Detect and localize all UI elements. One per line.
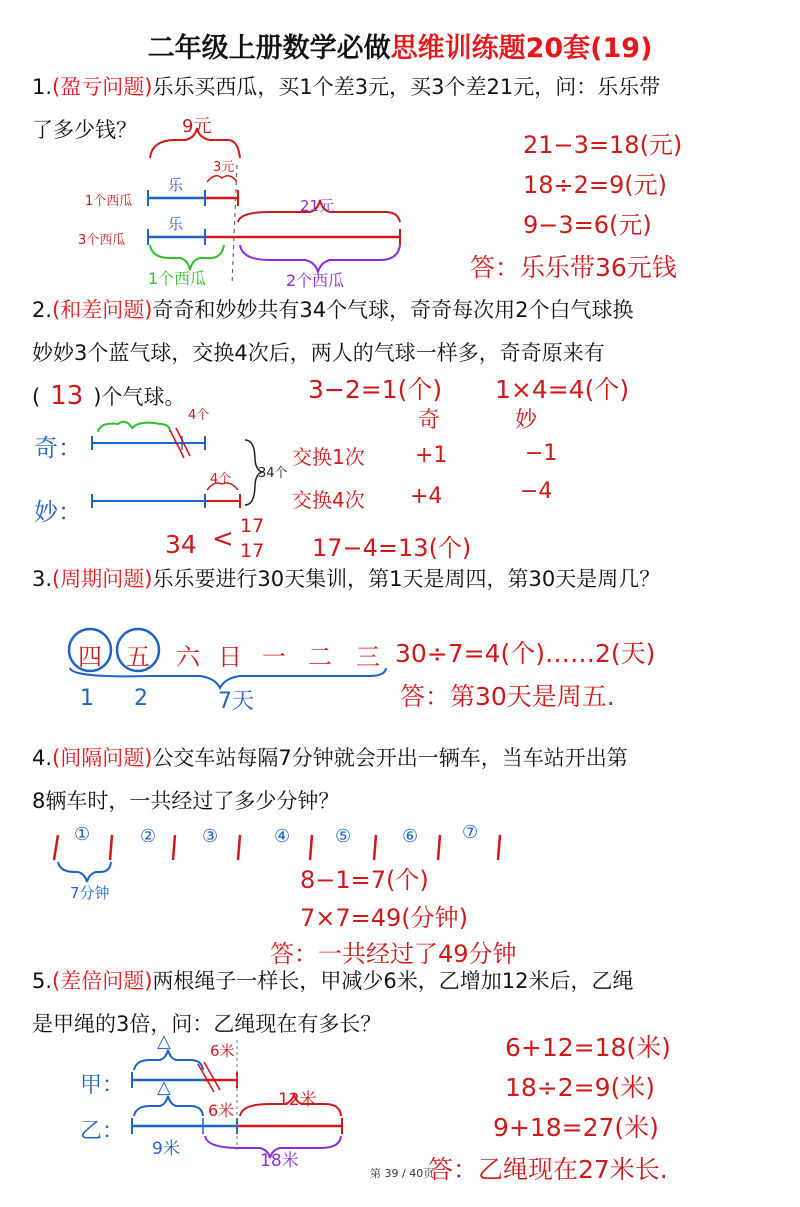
q2-label-4b: 4个 [210,472,232,487]
q2-work-m1: −1 [525,441,558,466]
q2-work-qi: 奇 [418,408,441,433]
q4-answer: 答：一共经过了49分钟 [270,940,517,968]
q3-num-1: 1 [80,686,94,711]
q5-label-jia: 甲： [80,1073,125,1098]
q3-day-6: 二 [308,643,332,671]
q3-num-2: 2 [134,686,148,711]
q5-label-yi: 乙： [80,1119,125,1144]
q5-answer: 答：乙绳现在27米长. [428,1155,668,1184]
q1-label-3yuan: 3元 [213,160,235,175]
q1-label-le1: 乐 [168,176,184,194]
q4-interval: 7分钟 [70,884,110,902]
q1-line2: 了多少钱？ [32,118,137,142]
q4-circle-1: ① [74,824,91,845]
title-black: 二年级上册数学必做 [147,33,391,64]
q2-work-ex4: 交换4次 [292,488,365,512]
q2-label-4a: 4个 [188,408,210,423]
q3-work: 30÷7=4(个)……2(天) [395,639,656,668]
q5-label-6b: 6米 [208,1101,235,1120]
q2-work-17a: 17 [240,515,265,537]
q4-work-2: 7×7=49(分钟) [300,904,469,932]
q2-line1: 2.(和差问题)奇奇和妙妙共有34个气球，奇奇每次用2个白气球换 [32,298,634,322]
q2-blank-answer: 13 [50,381,84,411]
q3-type: (周期问题) [52,567,153,591]
q1-label-le2: 乐 [168,215,184,233]
q2-label-34: 34个 [258,466,288,481]
q1-label-3melon: 3个西瓜 [78,233,126,248]
q3-day-2: 五 [126,643,150,671]
q1-label-21yuan: 21元 [300,197,335,215]
q5-label-18: 18米 [260,1151,299,1171]
q3-num-7: 7天 [218,689,254,714]
q1-line1: 1.(盈亏问题)乐乐买西瓜，买1个差3元，买3个差21元，问：乐乐带 [32,75,661,99]
q2-work-m4: −4 [520,479,553,504]
q1-work-2: 18÷2=9(元) [523,171,668,199]
q4-line2: 8辆车时，一共经过了多少分钟？ [32,789,340,813]
q4-circle-3: ③ [202,826,219,847]
q2-line2: 妙妙3个蓝气球，交换4次后，两人的气球一样多，奇奇原来有 [32,341,605,365]
q2-label-qi: 奇： [34,434,82,462]
q2-type: (和差问题) [52,298,153,322]
q4-circle-4: ④ [274,826,291,847]
q3-day-3: 六 [176,643,200,671]
title-red: 思维训练题20套(19) [390,33,653,64]
q5-line2: 是甲绳的3倍，问：乙绳现在有多长？ [32,1012,382,1036]
q3-day-7: 三 [356,643,380,671]
q2-label-miao: 妙： [34,498,82,526]
q3-day-1: 四 [78,643,102,671]
q5-type: (差倍问题) [52,969,153,993]
q1-work-3: 9−3=6(元) [523,211,652,239]
q2-work-a: 3−2=1(个) [308,375,443,404]
q5-label-9: 9米 [152,1139,180,1159]
q5-label-12: 12米 [278,1090,317,1110]
q2-work-final: 17−4=13(个) [312,534,472,562]
page-number: 第 39 / 40页 [370,1167,435,1180]
q4-circle-2: ② [140,826,157,847]
q2-work-lt: < [212,524,234,554]
q4-circle-7: ⑦ [462,822,479,843]
q4-type: (间隔问题) [52,746,153,770]
q4-work-1: 8−1=7(个) [300,866,429,894]
q5-line1: 5.(差倍问题)两根绳子一样长，甲减少6米，乙增加12米后，乙绳 [32,969,634,993]
q4-circle-5: ⑤ [335,826,352,847]
q4-circle-6: ⑥ [402,826,419,847]
q4-line1: 4.(间隔问题)公交车站每隔7分钟就会开出一辆车，当车站开出第 [32,746,628,770]
q1-label-1melon-b: 1个西瓜 [148,269,207,288]
q5-work-3: 9+18=27(米) [493,1113,659,1142]
q3-line1: 3.(周期问题)乐乐要进行30天集训，第1天是周四，第30天是周几？ [32,567,661,591]
q1-label-2melon: 2个西瓜 [286,271,345,290]
q5-label-tri1: △ [157,1031,171,1052]
q1-label-9yuan: 9元 [182,116,212,137]
q2-work-total: 34 [165,530,197,559]
q1-label-1melon: 1个西瓜 [85,194,133,209]
q2-work-b: 1×4=4(个) [495,375,630,404]
q1-work-1: 21−3=18(元) [523,131,683,159]
q3-answer: 答：第30天是周五. [400,682,615,711]
q3-day-5: 一 [262,643,286,671]
q1-type: (盈亏问题) [52,75,153,99]
q2-work-p1: +1 [415,443,448,468]
q2-work-miao: 妙 [515,408,538,433]
q2-work-ex1: 交换1次 [292,445,365,469]
q1-answer: 答：乐乐带36元钱 [470,253,677,282]
q5-label-tri2: △ [157,1077,171,1098]
q2-work-p4: +4 [410,484,443,509]
q5-work-2: 18÷2=9(米) [505,1073,656,1102]
q2-line3: ( 13 )个气球。 [32,381,186,411]
q5-work-1: 6+12=18(米) [505,1033,671,1062]
q3-day-4: 日 [218,643,242,671]
q2-work-17b: 17 [240,540,265,562]
q5-label-6a: 6米 [210,1042,235,1060]
